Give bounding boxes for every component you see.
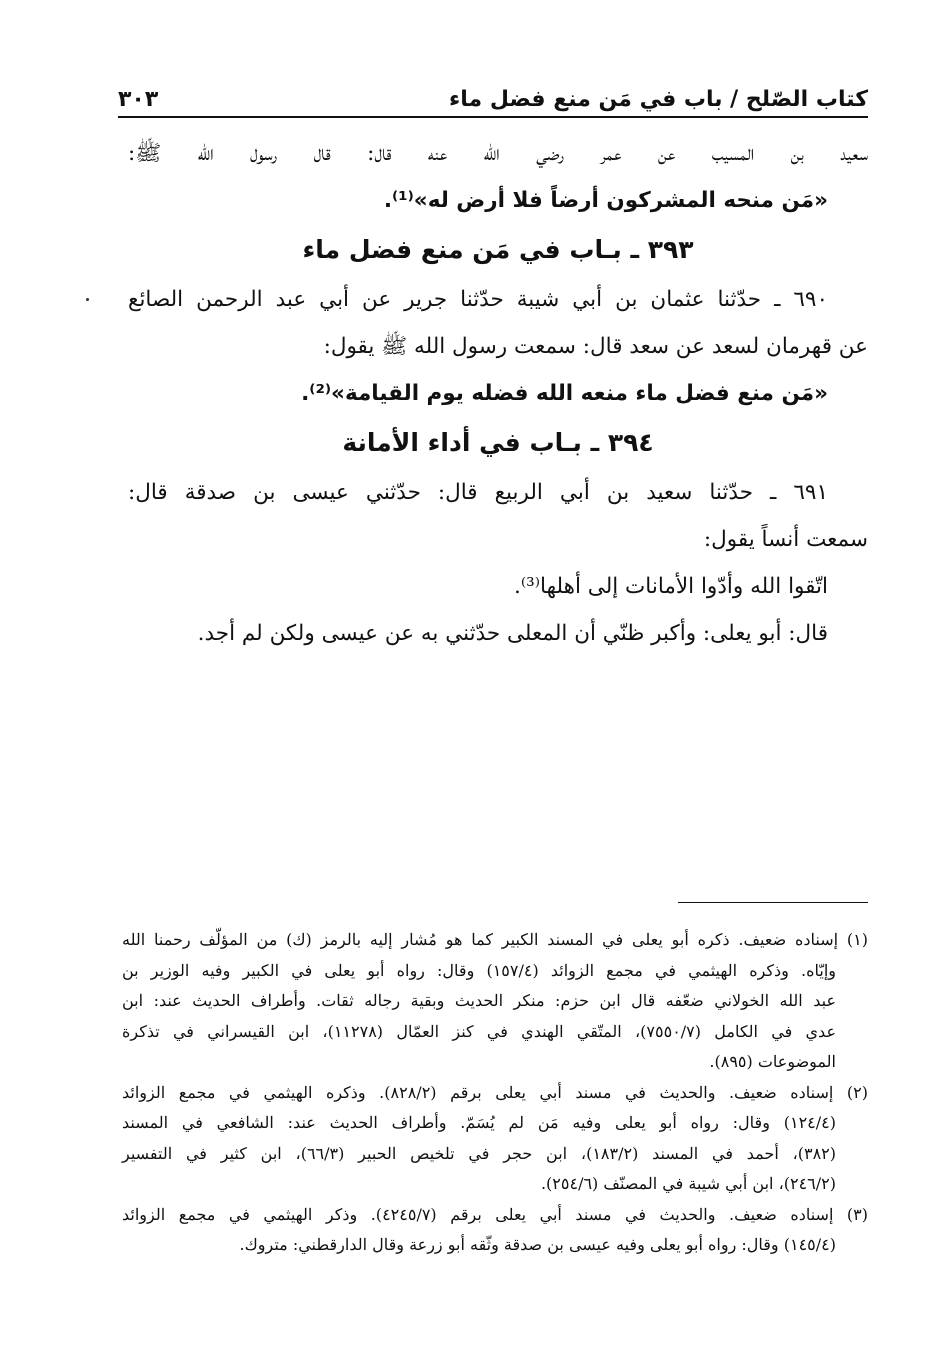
text-line: عن قهرمان لسعد عن سعد قال: سمعت رسول الله ﷺ يقول: (323, 334, 868, 359)
running-head-title: كتاب الصّلح / باب في مَن منع فضل ماء (449, 87, 868, 112)
hadith-isnad: ٦٩١ ـ حدّثنا سعيد بن أبي الربيع قال: حدّثني عيسى بن صدقة قال: (128, 480, 828, 505)
footnote-line: (١٢٤/٤) وقال: رواه أبو يعلى وفيه مَن لم يُسَمّ. وأطراف الحديث عند: الشافعي في المسند (122, 1113, 836, 1132)
footnote-line: عبد الله الخولاني ضعّفه قال ابن حزم: منكر الحديث وبقية رجاله ثقات. وأطراف الحديث عند: ابن (122, 991, 836, 1010)
text-line: سمعت أنساً يقول: (703, 527, 868, 552)
footnote-rule (678, 902, 868, 903)
text-line: قال: أبو يعلى: وأكبر ظنّي أن المعلى حدّثني به عن عيسى ولكن لم أجد. (197, 621, 828, 646)
main-text (128, 130, 868, 657)
footnote-line: (٢٤٦/٢)، ابن أبي شيبة في المصنّف (٢٥٤/٦). (540, 1174, 836, 1193)
hadith-isnad: ٦٩٠ ـ حدّثنا عثمان بن أبي شيبة حدّثنا جرير عن أبي عبد الرحمن الصائع (128, 287, 828, 312)
footnote-line: وإيّاه. وذكره الهيثمي في مجمع الزوائد (١٥٧/٤) وقال: رواه أبو يعلى في الكبير وفيه الوزير بن (122, 960, 836, 980)
footnote-line: (١) إسناده ضعيف. ذكره أبو يعلى في المسند الكبير كما هو مُشار إليه بالرمز (ك) من المؤلّف رحمنا الله (122, 930, 868, 949)
hadith-quote: «مَن منحه المشركون أرضاً فلا أرض له»⁽¹⁾. (383, 188, 828, 213)
header-rule (118, 116, 868, 118)
scan-speck (86, 298, 89, 301)
footnote-line: (٣) إسناده ضعيف. والحديث في مسند أبي يعلى برقم (٤٢٤٥/٧). وذكر الهيثمي في مجمع الزوائد (122, 1204, 869, 1224)
footnote-line: (٢) إسناده ضعيف. والحديث في مسند أبي يعلى برقم (٨٢٨/٢). وذكره الهيثمي في مجمع الزوائد (122, 1082, 868, 1102)
chapter-heading: ٣٩٤ ـ بـاب في أداء الأمانة (342, 428, 654, 457)
footnote-line: (١٤٥/٤) وقال: رواه أبو يعلى وفيه عيسى بن صدقة وثّقه أبو زرعة وقال الدارقطني: متروك. (239, 1235, 836, 1254)
footnote-line: الموضوعات (٨٩٥). (709, 1052, 836, 1071)
running-head (118, 72, 868, 112)
hadith-text: اتّقوا الله وأدّوا الأمانات إلى أهلها⁽³⁾. (514, 574, 828, 599)
page-number: ٣٠٣ (118, 87, 159, 112)
footnotes (122, 925, 868, 1261)
footnote-line: عدي في الكامل (٧٥٥٠/٧)، المتّقي الهندي في كنز العمّال (١١٢٧٨)، ابن القيسراني في تذكرة (122, 1021, 836, 1041)
text-line: سعيد بن المسيب عن عمر رضي الله عنه قال: قال رسول الله ﷺ: (128, 141, 868, 166)
chapter-heading: ٣٩٣ ـ بـاب في مَن منع فضل ماء (302, 235, 694, 264)
footnote-line: (٣٨٢)، أحمد في المسند (١٨٣/٢)، ابن حجر في تلخيص الحبير (٦٦/٣)، ابن كثير في التفسير (122, 1143, 837, 1163)
hadith-quote: «مَن منع فضل ماء منعه الله فضله يوم القيامة»⁽²⁾. (301, 381, 828, 406)
